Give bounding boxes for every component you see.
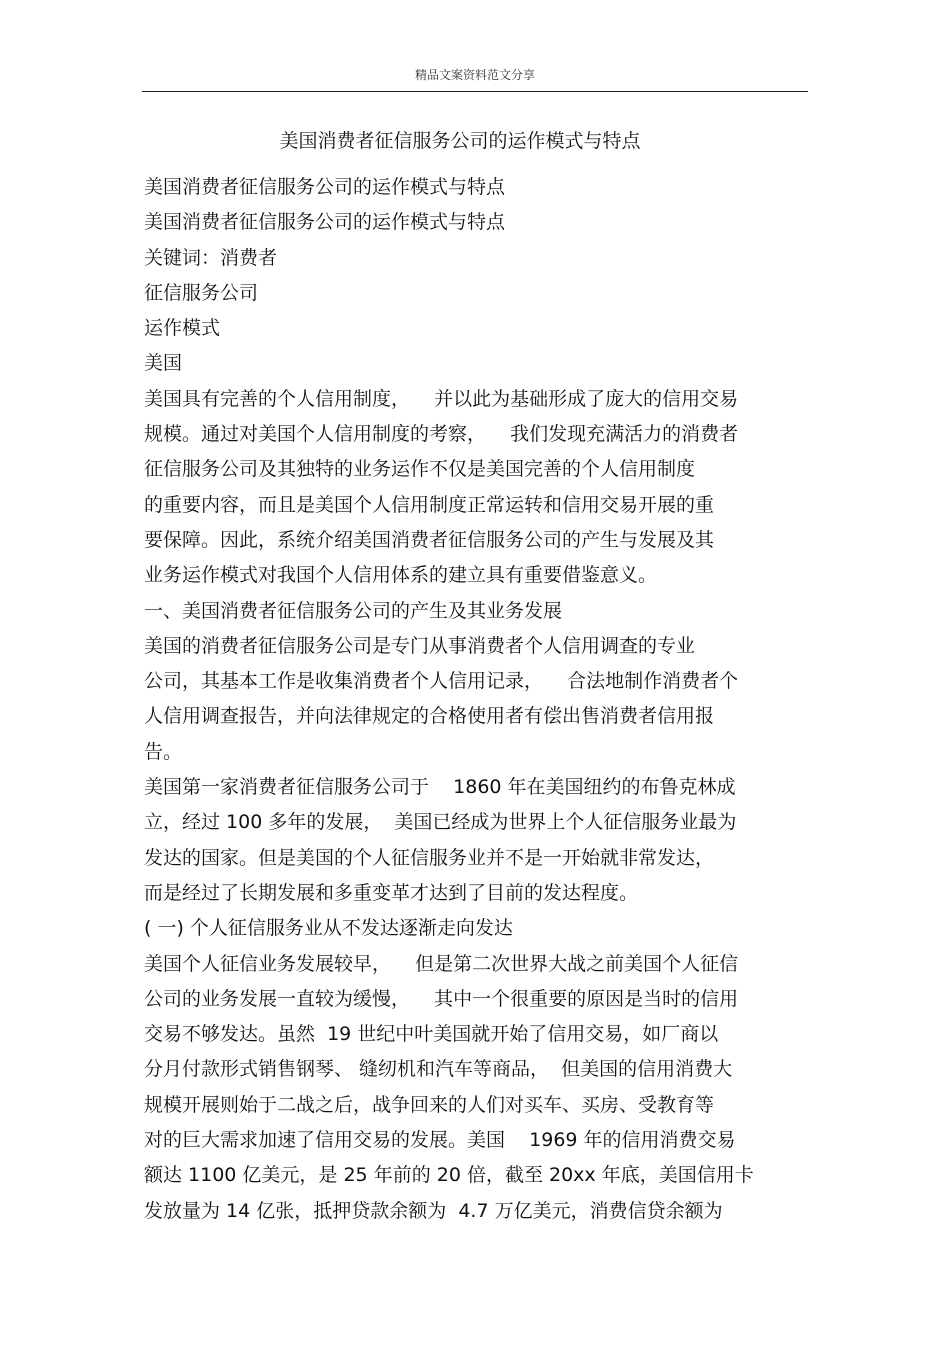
paragraph-line: 而是经过了长期发展和多重变革才达到了目前的发达程度。 — [144, 881, 639, 904]
paragraph-line: 业务运作模式对我国个人信用体系的建立具有重要借鉴意义。 — [144, 564, 658, 587]
paragraph-line: 要保障。因此，系统介绍美国消费者征信服务公司的产生与发展及其 — [144, 528, 715, 551]
keywords-label: 关键词：消费者 — [144, 246, 278, 269]
keyword-item: 运作模式 — [144, 317, 221, 340]
paragraph-line: 发达的国家。但是美国的个人征信服务业并不是一开始就非常发达， — [144, 846, 715, 869]
paragraph-line: 的重要内容，而且是美国个人信用制度正常运转和信用交易开展的重 — [144, 493, 715, 516]
paragraph-line: 美国个人征信业务发展较早， 但是第二次世界大战之前美国个人征信 — [144, 952, 739, 975]
paragraph-line: 美国第一家消费者征信服务公司于 1860 年在美国纽约的布鲁克林成 — [144, 776, 736, 799]
text-line-2: 美国消费者征信服务公司的运作模式与特点 — [144, 211, 506, 234]
paragraph-line: 人信用调查报告，并向法律规定的合格使用者有偿出售消费者信用报 — [144, 705, 715, 728]
header-divider — [142, 91, 808, 92]
keyword-item: 美国 — [144, 352, 183, 375]
document-title: 美国消费者征信服务公司的运作模式与特点 — [279, 130, 641, 152]
paragraph-line: 公司，其基本工作是收集消费者个人信用记录， 合法地制作消费者个 — [144, 670, 739, 693]
page-header-text: 精品文案资料范文分享 — [414, 68, 535, 82]
paragraph-line: 美国的消费者征信服务公司是专门从事消费者个人信用调查的专业 — [144, 634, 696, 657]
paragraph-line: 美国具有完善的个人信用制度， 并以此为基础形成了庞大的信用交易 — [144, 387, 739, 410]
paragraph-line: 交易不够发达。虽然 19 世纪中叶美国就开始了信用交易，如厂商以 — [144, 1023, 719, 1046]
paragraph-line: 规模开展则始于二战之后，战争回来的人们对买车、买房、受教育等 — [144, 1093, 715, 1116]
subsection-heading: ( 一) 个人征信服务业从不发达逐渐走向发达 — [144, 917, 513, 940]
paragraph-line: 公司的业务发展一直较为缓慢， 其中一个很重要的原因是当时的信用 — [144, 987, 739, 1010]
paragraph-line: 对的巨大需求加速了信用交易的发展。美国 1969 年的信用消费交易 — [144, 1129, 736, 1152]
paragraph-line: 告。 — [144, 740, 183, 763]
text-line-1: 美国消费者征信服务公司的运作模式与特点 — [144, 176, 506, 198]
paragraph-line: 发放量为 14 亿张，抵押贷款余额为 4.7 万亿美元，消费信贷余额为 — [144, 1199, 723, 1222]
paragraph-line: 规模。通过对美国个人信用制度的考察， 我们发现充满活力的消费者 — [144, 423, 739, 446]
document-body — [144, 170, 809, 1229]
paragraph-line: 征信服务公司及其独特的业务运作不仅是美国完善的个人信用制度 — [144, 458, 696, 481]
paragraph-line: 额达 1100 亿美元，是 25 年前的 20 倍，截至 20xx 年底，美国信用卡 — [144, 1164, 754, 1187]
keyword-item: 征信服务公司 — [144, 281, 259, 304]
section-heading: 一、美国消费者征信服务公司的产生及其业务发展 — [144, 599, 563, 622]
paragraph-line: 立，经过 100 多年的发展， 美国已经成为世界上个人征信服务业最为 — [144, 811, 737, 834]
paragraph-line: 分月付款形式销售钢琴、 缝纫机和汽车等商品， 但美国的信用消费大 — [144, 1058, 733, 1081]
